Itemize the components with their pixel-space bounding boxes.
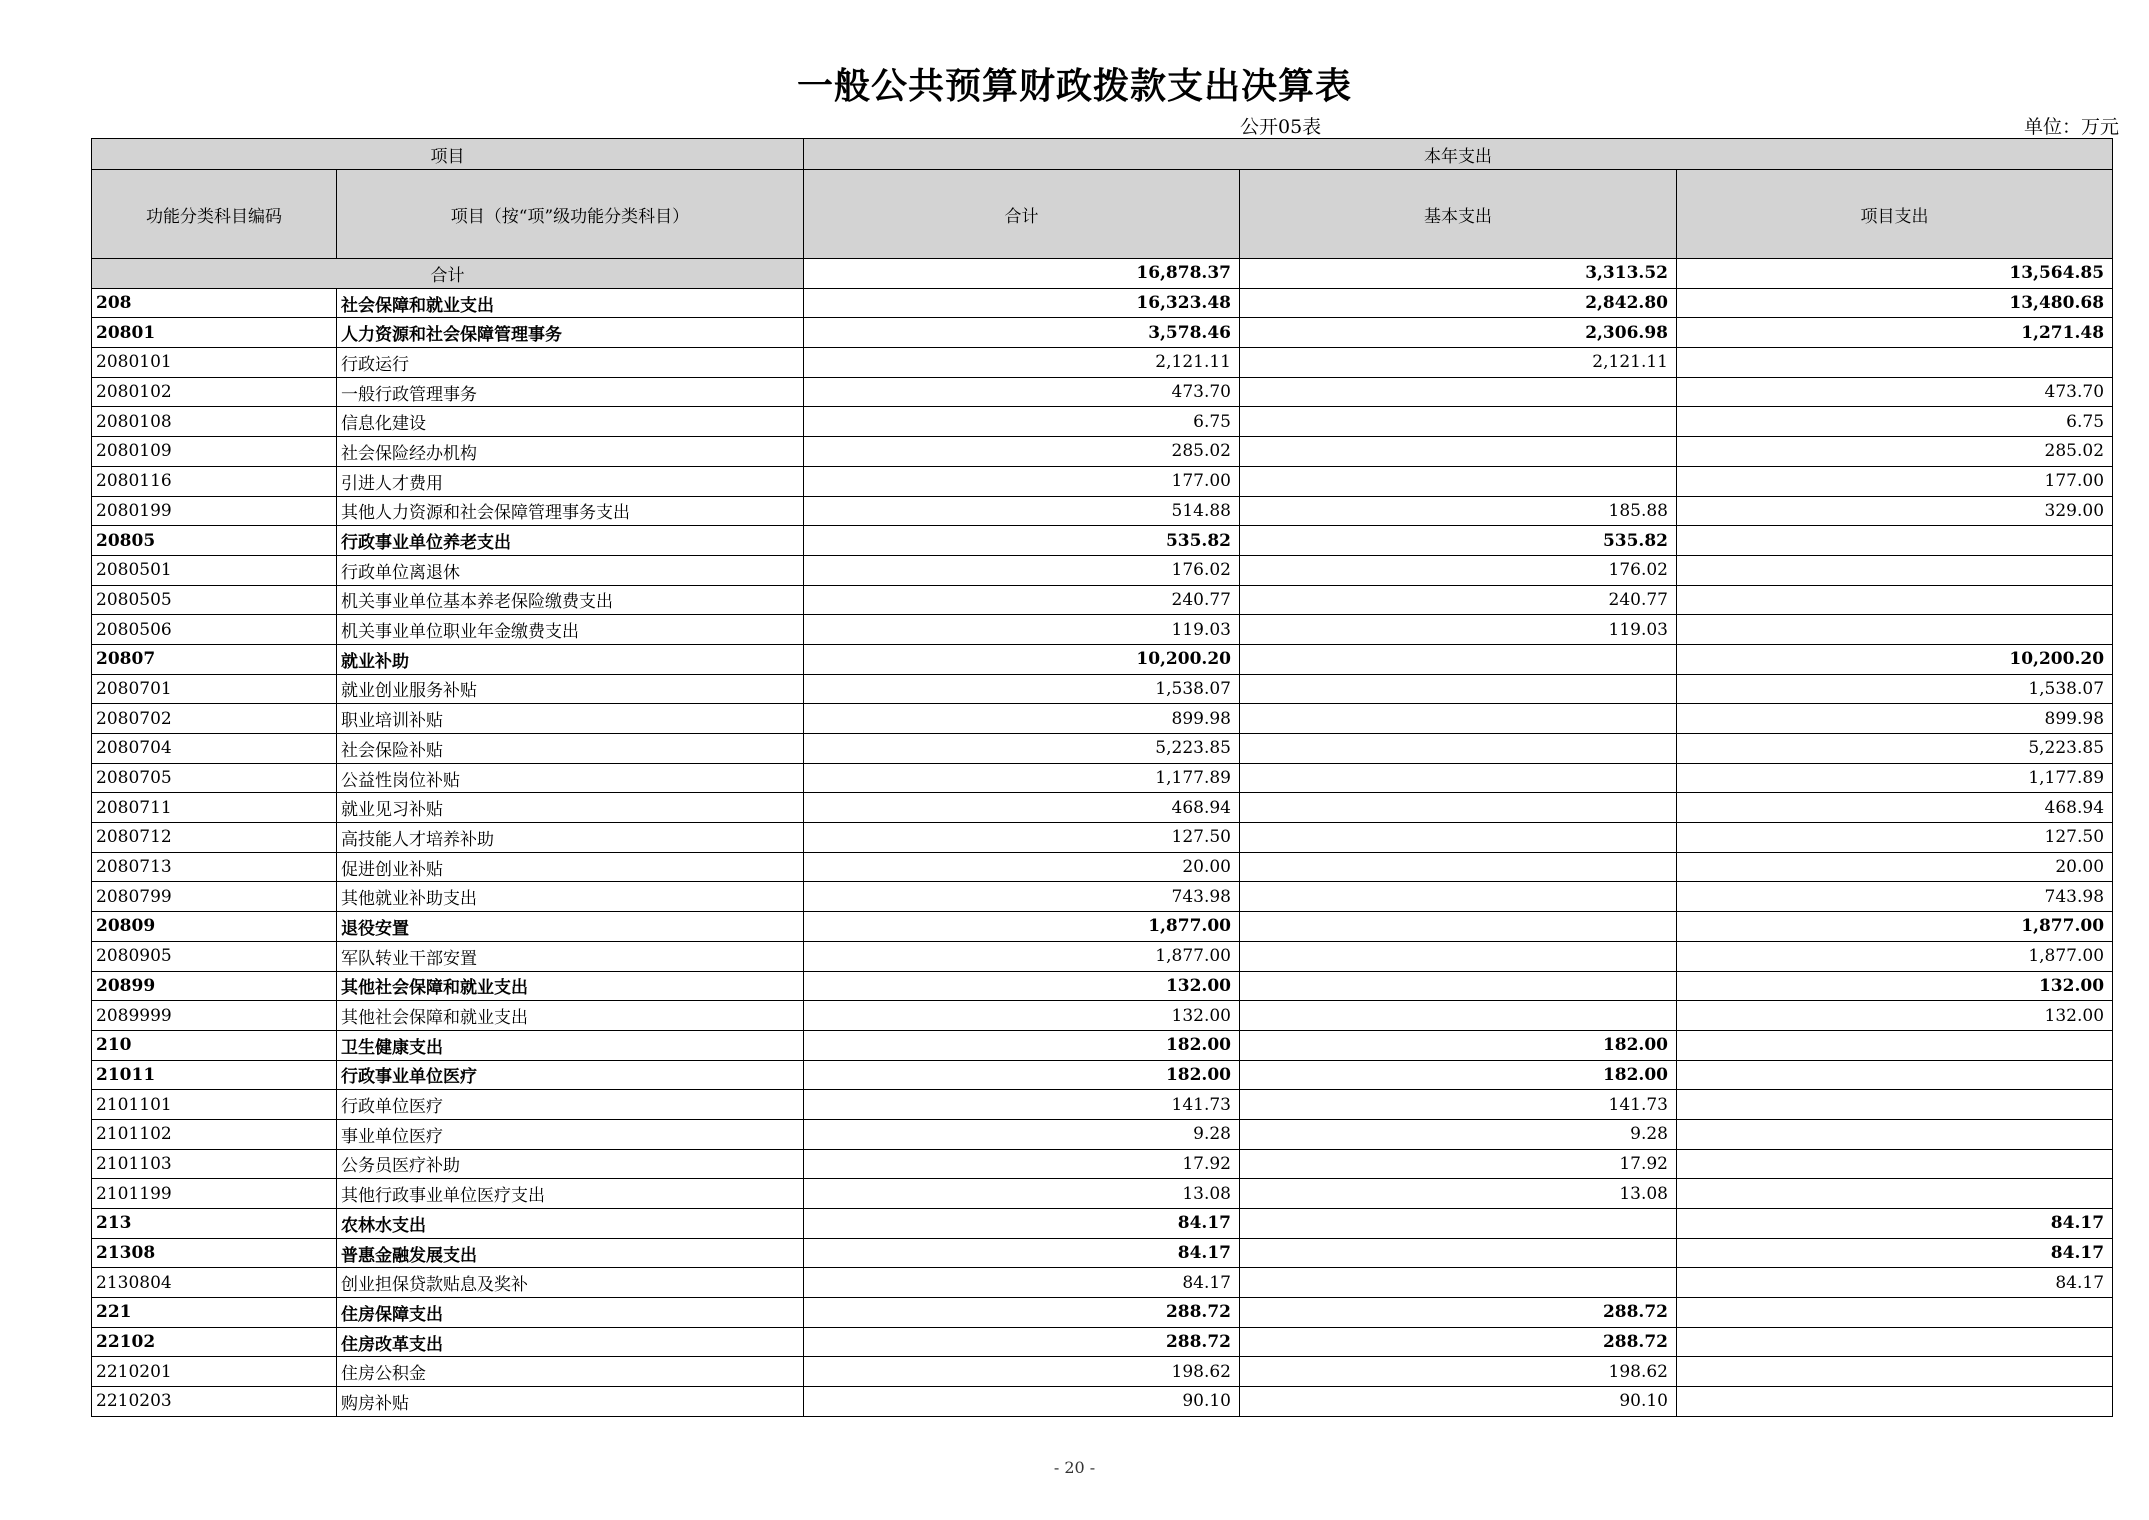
- row-code: 2080704: [92, 734, 337, 764]
- row-project: 20.00: [1677, 852, 2113, 882]
- table-row: [92, 852, 2113, 882]
- row-project: [1677, 1327, 2113, 1357]
- table-row: [92, 1001, 2113, 1031]
- row-project: 13,480.68: [1677, 288, 2113, 318]
- row-total: 141.73: [804, 1090, 1240, 1120]
- row-name: 其他就业补助支出: [337, 882, 804, 912]
- row-total: 468.94: [804, 793, 1240, 823]
- table-row: [92, 882, 2113, 912]
- row-basic: 535.82: [1240, 526, 1677, 556]
- row-basic: 141.73: [1240, 1090, 1677, 1120]
- row-basic: [1240, 1268, 1677, 1298]
- header-project: 项目支出: [1677, 170, 2113, 259]
- header-total: 合计: [804, 170, 1240, 259]
- row-basic: [1240, 704, 1677, 734]
- row-total: 119.03: [804, 615, 1240, 645]
- row-code: 2101103: [92, 1149, 337, 1179]
- table-row: [92, 348, 2113, 378]
- row-basic: 198.62: [1240, 1357, 1677, 1387]
- page-number: - 20 -: [1053, 1458, 1096, 1477]
- row-total: 288.72: [804, 1298, 1240, 1328]
- row-basic: 90.10: [1240, 1387, 1677, 1417]
- row-total: 90.10: [804, 1387, 1240, 1417]
- row-total: 176.02: [804, 555, 1240, 585]
- form-number: 公开05表: [1240, 116, 1322, 138]
- row-code: 20807: [92, 644, 337, 674]
- row-code: 2080505: [92, 585, 337, 615]
- row-name: 其他行政事业单位医疗支出: [337, 1179, 804, 1209]
- total-label: 合计: [92, 259, 804, 289]
- row-name: 购房补贴: [337, 1387, 804, 1417]
- row-total: 20.00: [804, 852, 1240, 882]
- row-basic: [1240, 1238, 1677, 1268]
- row-code: 2080108: [92, 407, 337, 437]
- row-total: 17.92: [804, 1149, 1240, 1179]
- row-project: [1677, 1179, 2113, 1209]
- row-total: 743.98: [804, 882, 1240, 912]
- row-code: 2080102: [92, 377, 337, 407]
- row-total: 9.28: [804, 1119, 1240, 1149]
- table-row: [92, 496, 2113, 526]
- row-name: 社会保险经办机构: [337, 437, 804, 467]
- row-project: [1677, 1030, 2113, 1060]
- row-name: 高技能人才培养补助: [337, 823, 804, 853]
- row-project: [1677, 1090, 2113, 1120]
- total-basic: 3,313.52: [1240, 259, 1677, 289]
- row-name: 创业担保贷款贴息及奖补: [337, 1268, 804, 1298]
- row-project: [1677, 1119, 2113, 1149]
- row-total: 285.02: [804, 437, 1240, 467]
- row-project: [1677, 348, 2113, 378]
- table-row: [92, 1298, 2113, 1328]
- row-basic: 288.72: [1240, 1298, 1677, 1328]
- row-code: 21308: [92, 1238, 337, 1268]
- row-project: 1,177.89: [1677, 763, 2113, 793]
- row-basic: [1240, 377, 1677, 407]
- row-code: 210: [92, 1030, 337, 1060]
- row-project: 132.00: [1677, 971, 2113, 1001]
- row-project: [1677, 1149, 2113, 1179]
- row-basic: [1240, 912, 1677, 942]
- row-name: 退役安置: [337, 912, 804, 942]
- row-total: 177.00: [804, 466, 1240, 496]
- table-row: [92, 585, 2113, 615]
- row-total: 2,121.11: [804, 348, 1240, 378]
- row-project: 5,223.85: [1677, 734, 2113, 764]
- row-name: 机关事业单位职业年金缴费支出: [337, 615, 804, 645]
- table-row: [92, 1357, 2113, 1387]
- row-basic: 2,306.98: [1240, 318, 1677, 348]
- row-basic: [1240, 763, 1677, 793]
- row-name: 就业见习补贴: [337, 793, 804, 823]
- row-code: 2080506: [92, 615, 337, 645]
- row-name: 其他人力资源和社会保障管理事务支出: [337, 496, 804, 526]
- row-project: 1,877.00: [1677, 941, 2113, 971]
- row-basic: [1240, 644, 1677, 674]
- row-basic: 176.02: [1240, 555, 1677, 585]
- table-row: [92, 971, 2113, 1001]
- table-row: [92, 1327, 2113, 1357]
- row-project: 329.00: [1677, 496, 2113, 526]
- row-basic: [1240, 823, 1677, 853]
- row-basic: 119.03: [1240, 615, 1677, 645]
- row-total: 3,578.46: [804, 318, 1240, 348]
- header-group-current: 本年支出: [804, 139, 2113, 170]
- row-code: 2101101: [92, 1090, 337, 1120]
- row-name: 公务员医疗补助: [337, 1149, 804, 1179]
- row-name: 卫生健康支出: [337, 1030, 804, 1060]
- row-project: 1,877.00: [1677, 912, 2113, 942]
- row-project: 1,271.48: [1677, 318, 2113, 348]
- table-row: [92, 912, 2113, 942]
- header-code: 功能分类科目编码: [92, 170, 337, 259]
- row-project: 132.00: [1677, 1001, 2113, 1031]
- table-row: [92, 437, 2113, 467]
- row-project: [1677, 585, 2113, 615]
- table-row: [92, 1179, 2113, 1209]
- row-basic: 182.00: [1240, 1030, 1677, 1060]
- row-project: 6.75: [1677, 407, 2113, 437]
- row-code: 20805: [92, 526, 337, 556]
- table-row: [92, 823, 2113, 853]
- row-name: 普惠金融发展支出: [337, 1238, 804, 1268]
- row-code: 2210201: [92, 1357, 337, 1387]
- header-group-item: 项目: [92, 139, 804, 170]
- total-sum: 16,878.37: [804, 259, 1240, 289]
- row-total: 473.70: [804, 377, 1240, 407]
- row-name: 就业创业服务补贴: [337, 674, 804, 704]
- row-name: 信息化建设: [337, 407, 804, 437]
- row-total: 1,177.89: [804, 763, 1240, 793]
- table-row: [92, 1209, 2113, 1239]
- row-project: 10,200.20: [1677, 644, 2113, 674]
- table-row: [92, 526, 2113, 556]
- row-total: 16,323.48: [804, 288, 1240, 318]
- row-name: 行政事业单位养老支出: [337, 526, 804, 556]
- row-name: 一般行政管理事务: [337, 377, 804, 407]
- row-project: [1677, 526, 2113, 556]
- row-basic: 9.28: [1240, 1119, 1677, 1149]
- row-project: 473.70: [1677, 377, 2113, 407]
- row-total: 198.62: [804, 1357, 1240, 1387]
- row-project: 468.94: [1677, 793, 2113, 823]
- table-row: [92, 377, 2113, 407]
- row-project: 285.02: [1677, 437, 2113, 467]
- row-code: 21011: [92, 1060, 337, 1090]
- row-code: 20809: [92, 912, 337, 942]
- row-project: 84.17: [1677, 1209, 2113, 1239]
- row-basic: [1240, 437, 1677, 467]
- row-code: 2089999: [92, 1001, 337, 1031]
- row-total: 5,223.85: [804, 734, 1240, 764]
- row-code: 2080712: [92, 823, 337, 853]
- table-row: [92, 466, 2113, 496]
- row-project: 84.17: [1677, 1268, 2113, 1298]
- row-total: 899.98: [804, 704, 1240, 734]
- row-name: 公益性岗位补贴: [337, 763, 804, 793]
- row-name: 军队转业干部安置: [337, 941, 804, 971]
- row-basic: 288.72: [1240, 1327, 1677, 1357]
- row-name: 职业培训补贴: [337, 704, 804, 734]
- page-title: 一般公共预算财政拨款支出决算表: [796, 65, 1352, 107]
- row-name: 促进创业补贴: [337, 852, 804, 882]
- row-name: 行政事业单位医疗: [337, 1060, 804, 1090]
- row-total: 288.72: [804, 1327, 1240, 1357]
- row-name: 行政运行: [337, 348, 804, 378]
- row-basic: 2,121.11: [1240, 348, 1677, 378]
- row-total: 132.00: [804, 971, 1240, 1001]
- row-basic: 182.00: [1240, 1060, 1677, 1090]
- row-name: 机关事业单位基本养老保险缴费支出: [337, 585, 804, 615]
- row-name: 其他社会保障和就业支出: [337, 1001, 804, 1031]
- row-project: 1,538.07: [1677, 674, 2113, 704]
- row-name: 社会保障和就业支出: [337, 288, 804, 318]
- row-name: 就业补助: [337, 644, 804, 674]
- row-code: 20899: [92, 971, 337, 1001]
- row-basic: 240.77: [1240, 585, 1677, 615]
- row-code: 20801: [92, 318, 337, 348]
- row-code: 213: [92, 1209, 337, 1239]
- table-row: [92, 407, 2113, 437]
- row-code: 221: [92, 1298, 337, 1328]
- row-name: 住房保障支出: [337, 1298, 804, 1328]
- table-row: [92, 1238, 2113, 1268]
- row-code: 2080713: [92, 852, 337, 882]
- expenditure-table: [91, 138, 2113, 1417]
- table-row: [92, 318, 2113, 348]
- table-row: [92, 1030, 2113, 1060]
- row-code: 22102: [92, 1327, 337, 1357]
- row-total: 240.77: [804, 585, 1240, 615]
- row-basic: [1240, 674, 1677, 704]
- row-name: 行政单位离退休: [337, 555, 804, 585]
- table-row: [92, 734, 2113, 764]
- row-basic: [1240, 466, 1677, 496]
- table-row: [92, 615, 2113, 645]
- unit-label: 单位：万元: [2023, 116, 2119, 138]
- row-total: 132.00: [804, 1001, 1240, 1031]
- row-name: 住房公积金: [337, 1357, 804, 1387]
- row-basic: 2,842.80: [1240, 288, 1677, 318]
- row-code: 2080905: [92, 941, 337, 971]
- table-row: [92, 1119, 2113, 1149]
- row-project: [1677, 1298, 2113, 1328]
- table-row: [92, 644, 2113, 674]
- table-row: [92, 1268, 2113, 1298]
- row-name: 其他社会保障和就业支出: [337, 971, 804, 1001]
- row-name: 住房改革支出: [337, 1327, 804, 1357]
- row-code: 2080116: [92, 466, 337, 496]
- row-code: 2080101: [92, 348, 337, 378]
- row-total: 514.88: [804, 496, 1240, 526]
- row-name: 行政单位医疗: [337, 1090, 804, 1120]
- total-row: [92, 259, 2113, 289]
- row-basic: [1240, 882, 1677, 912]
- row-code: 2080705: [92, 763, 337, 793]
- total-project: 13,564.85: [1677, 259, 2113, 289]
- table-row: [92, 941, 2113, 971]
- table-row: [92, 1090, 2113, 1120]
- table-row: [92, 1060, 2113, 1090]
- table-row: [92, 555, 2113, 585]
- row-project: 127.50: [1677, 823, 2113, 853]
- row-code: 2080501: [92, 555, 337, 585]
- table-row: [92, 674, 2113, 704]
- row-total: 535.82: [804, 526, 1240, 556]
- table-row: [92, 704, 2113, 734]
- header-basic: 基本支出: [1240, 170, 1677, 259]
- row-code: 2080701: [92, 674, 337, 704]
- row-code: 2080109: [92, 437, 337, 467]
- row-code: 2080702: [92, 704, 337, 734]
- row-name: 社会保险补贴: [337, 734, 804, 764]
- row-project: [1677, 1357, 2113, 1387]
- row-project: 899.98: [1677, 704, 2113, 734]
- row-total: 84.17: [804, 1268, 1240, 1298]
- table-row: [92, 763, 2113, 793]
- header-name: 项目（按“项”级功能分类科目）: [337, 170, 804, 259]
- table-row: [92, 1387, 2113, 1417]
- table-row: [92, 1149, 2113, 1179]
- row-total: 1,877.00: [804, 912, 1240, 942]
- row-project: 84.17: [1677, 1238, 2113, 1268]
- row-basic: [1240, 1209, 1677, 1239]
- row-project: [1677, 555, 2113, 585]
- row-project: 177.00: [1677, 466, 2113, 496]
- row-code: 2210203: [92, 1387, 337, 1417]
- row-name: 引进人才费用: [337, 466, 804, 496]
- row-total: 10,200.20: [804, 644, 1240, 674]
- row-code: 208: [92, 288, 337, 318]
- row-total: 13.08: [804, 1179, 1240, 1209]
- row-code: 2080199: [92, 496, 337, 526]
- row-basic: 185.88: [1240, 496, 1677, 526]
- row-code: 2130804: [92, 1268, 337, 1298]
- row-project: [1677, 1060, 2113, 1090]
- row-total: 1,538.07: [804, 674, 1240, 704]
- row-basic: [1240, 1001, 1677, 1031]
- row-total: 84.17: [804, 1209, 1240, 1239]
- row-basic: [1240, 971, 1677, 1001]
- row-code: 2080799: [92, 882, 337, 912]
- row-total: 1,877.00: [804, 941, 1240, 971]
- row-project: 743.98: [1677, 882, 2113, 912]
- row-code: 2101102: [92, 1119, 337, 1149]
- row-name: 事业单位医疗: [337, 1119, 804, 1149]
- row-project: [1677, 1387, 2113, 1417]
- row-total: 84.17: [804, 1238, 1240, 1268]
- row-project: [1677, 615, 2113, 645]
- row-total: 6.75: [804, 407, 1240, 437]
- row-total: 182.00: [804, 1060, 1240, 1090]
- table-row: [92, 288, 2113, 318]
- table-row: [92, 793, 2113, 823]
- row-basic: [1240, 852, 1677, 882]
- row-basic: [1240, 793, 1677, 823]
- row-basic: [1240, 734, 1677, 764]
- row-basic: [1240, 407, 1677, 437]
- row-total: 182.00: [804, 1030, 1240, 1060]
- row-total: 127.50: [804, 823, 1240, 853]
- row-basic: [1240, 941, 1677, 971]
- row-basic: 13.08: [1240, 1179, 1677, 1209]
- row-code: 2080711: [92, 793, 337, 823]
- row-basic: 17.92: [1240, 1149, 1677, 1179]
- row-name: 人力资源和社会保障管理事务: [337, 318, 804, 348]
- row-name: 农林水支出: [337, 1209, 804, 1239]
- row-code: 2101199: [92, 1179, 337, 1209]
